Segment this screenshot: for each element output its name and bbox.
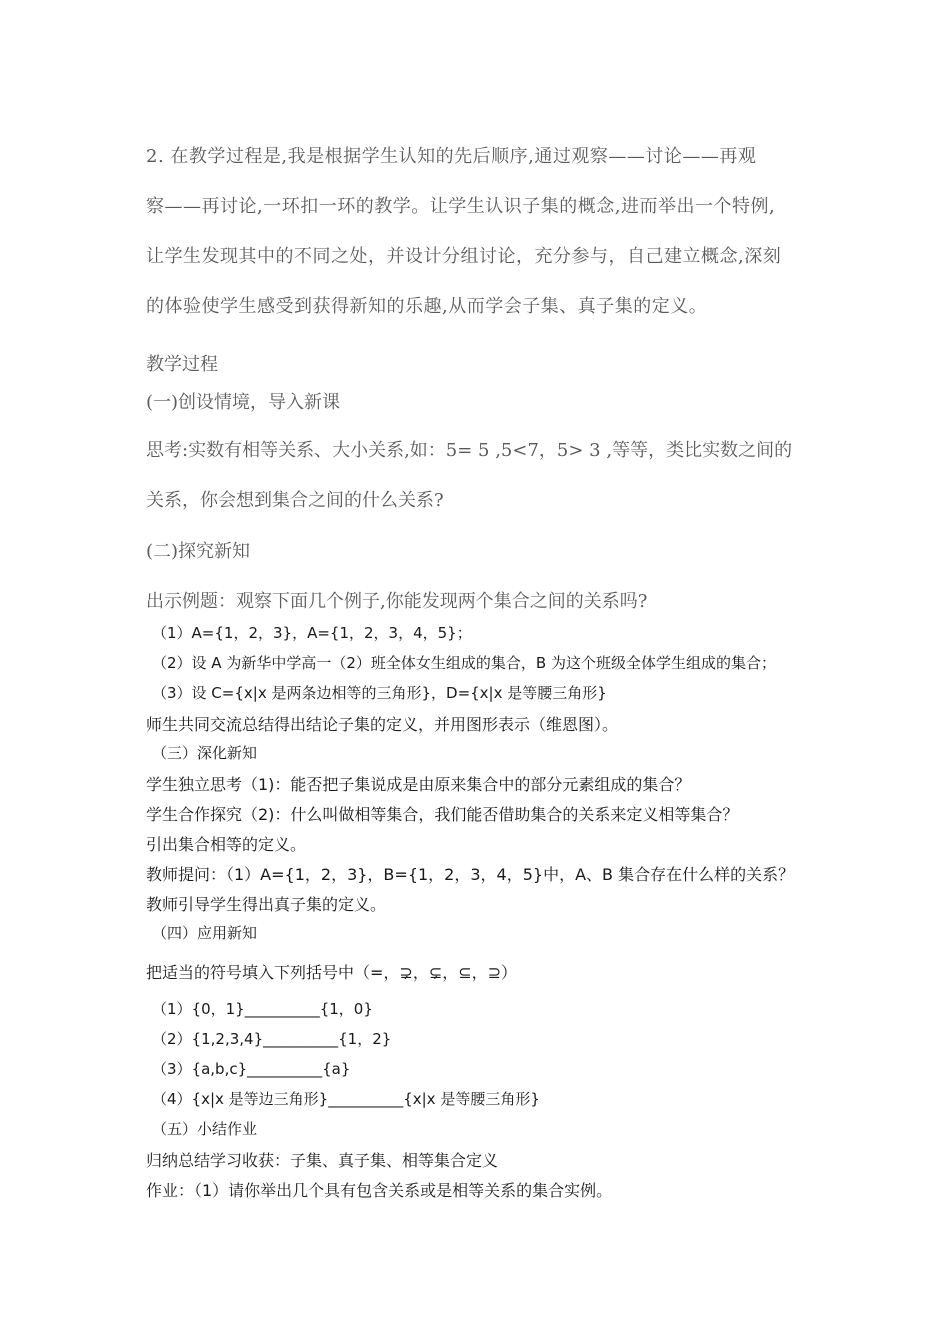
- example-intro: 出示例题：观察下面几个例子,你能发现两个集合之间的关系吗?: [146, 591, 648, 612]
- intro-line: 的体验使学生感受到获得新知的乐趣,从而学会子集、真子集的定义。: [146, 296, 708, 317]
- think-line-1: 思考:实数有相等关系、大小关系,如：5= 5 ,5<7，5> 3 ,等等，类比实数之间的: [146, 440, 793, 461]
- exercise-item: （1）{0，1}__________{1，0}: [152, 1000, 373, 1018]
- section5-title: （五）小结作业: [152, 1120, 258, 1138]
- section3-line: 引出集合相等的定义。: [146, 835, 307, 854]
- intro-line: 2. 在教学过程是,我是根据学生认知的先后顺序,通过观察——讨论——再观: [146, 146, 757, 167]
- intro-paragraph: [146, 132, 826, 332]
- homework-line: 作业：（1）请你举出几个具有包含关系或是相等关系的集合实例。: [146, 1181, 613, 1200]
- section3-title: （三）深化新知: [152, 744, 258, 762]
- section2-title: (二)探究新知: [146, 541, 251, 562]
- summary-line: 师生共同交流总结得出结论子集的定义，并用图形表示（维恩图）。: [146, 715, 619, 734]
- summary-gain: 归纳总结学习收获：子集、真子集、相等集合定义: [146, 1151, 499, 1170]
- section3-line: 教师提问：（1）A={1，2，3}，B={1，2，3，4，5}中，A、B 集合存在什么样的关系？: [146, 865, 795, 884]
- example-item: （3）设 C={x|x 是两条边相等的三角形}，D={x|x 是等腰三角形}: [152, 684, 607, 702]
- section3-line: 学生合作探究（2)：什么叫做相等集合，我们能否借助集合的关系来定义相等集合？: [146, 805, 739, 824]
- intro-line: 察——再讨论,一环扣一环的教学。让学生认识子集的概念,进而举出一个特例,: [146, 196, 776, 217]
- exercise-item: （2）{1,2,3,4}__________{1，2}: [152, 1030, 392, 1048]
- section1-title: (一)创设情境，导入新课: [146, 392, 341, 413]
- intro-line: 让学生发现其中的不同之处，并设计分组讨论，充分参与，自己建立概念,深刻: [146, 246, 782, 267]
- fill-instruction: 把适当的符号填入下列括号中（=，⊋，⊊，⊆，⊇）: [146, 963, 518, 982]
- example-item: （2）设 A 为新华中学高一（2）班全体女生组成的集合，B 为这个班级全体学生组成的集合；: [152, 654, 776, 672]
- heading-teaching-process: 教学过程: [146, 354, 218, 375]
- section4-title: （四）应用新知: [152, 924, 258, 942]
- section3-line: 学生独立思考（1)：能否把子集说成是由原来集合中的部分元素组成的集合？: [146, 775, 691, 794]
- example-item: （1）A={1，2，3}，A={1，2，3，4，5}；: [152, 624, 472, 642]
- section3-line: 教师引导学生得出真子集的定义。: [146, 895, 387, 914]
- think-line-2: 关系，你会想到集合之间的什么关系?: [146, 490, 444, 511]
- exercise-item: （3）{a,b,c}__________{a}: [152, 1060, 351, 1078]
- exercise-item: （4）{x|x 是等边三角形}__________{x|x 是等腰三角形}: [152, 1090, 540, 1108]
